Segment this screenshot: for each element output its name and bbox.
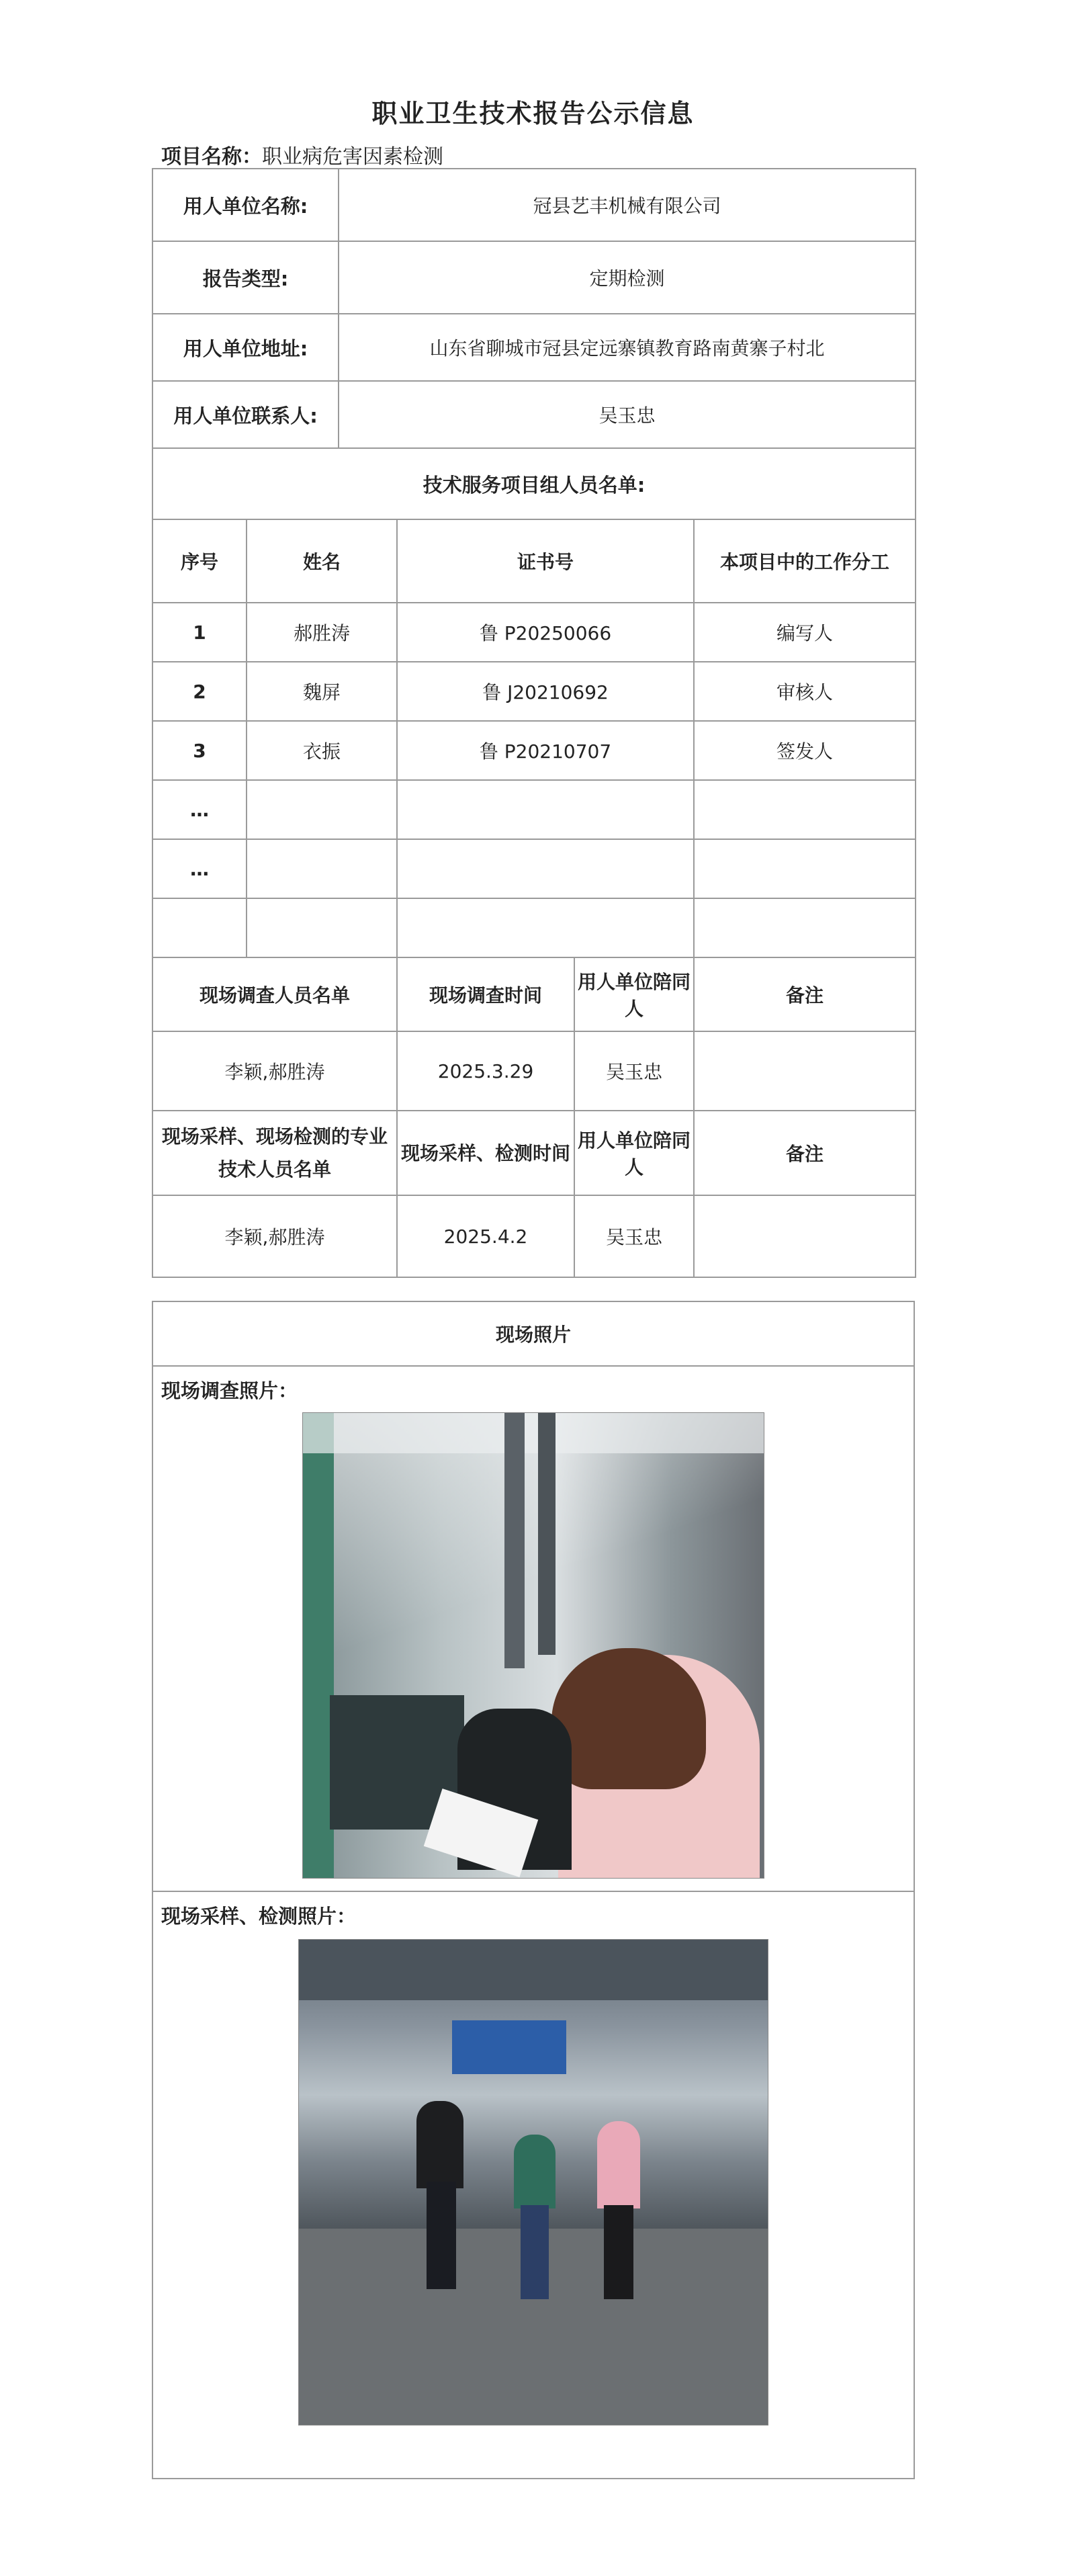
column-header: 序号 — [152, 519, 247, 603]
column-header: 现场调查人员名单 — [152, 957, 397, 1031]
project-name-label: 项目名称： — [161, 145, 262, 169]
team-cell: 签发人 — [694, 721, 916, 780]
survey-cell: 李颖,郝胜涛 — [152, 1031, 397, 1111]
sampling-photo-caption: 现场采样、检测照片： — [152, 1891, 914, 2479]
column-header: 现场采样、现场检测的专业技术人员名单 — [152, 1111, 397, 1195]
table-row — [152, 662, 916, 721]
team-cell — [247, 780, 397, 839]
survey-cell: 2025.3.29 — [397, 1031, 574, 1111]
survey-cell: 吴玉忠 — [574, 1031, 694, 1111]
column-header: 本项目中的工作分工 — [694, 519, 916, 603]
table-row — [152, 721, 916, 780]
team-cell: 编写人 — [694, 603, 916, 662]
team-cell: 2 — [152, 662, 247, 721]
team-cell: 衣振 — [247, 721, 397, 780]
project-name-value: 职业病危害因素检测 — [262, 145, 443, 169]
sampling-row — [152, 1195, 916, 1277]
photos-heading-row — [152, 1301, 914, 1366]
team-cell — [397, 780, 694, 839]
team-cell — [694, 780, 916, 839]
team-cell: 郝胜涛 — [247, 603, 397, 662]
team-cell — [694, 898, 916, 957]
team-header-row — [152, 519, 916, 603]
team-cell — [247, 839, 397, 898]
info-label: 报告类型: — [152, 241, 339, 314]
team-cell: 鲁 P20250066 — [397, 603, 694, 662]
survey-cell — [694, 1031, 916, 1111]
team-cell: … — [152, 780, 247, 839]
project-name — [161, 140, 443, 169]
sampling-cell: 李颖,郝胜涛 — [152, 1195, 397, 1277]
team-heading-row — [152, 448, 916, 519]
sampling-cell — [694, 1195, 916, 1277]
team-cell — [247, 898, 397, 957]
column-header: 现场采样、检测时间 — [397, 1111, 574, 1195]
column-header: 备注 — [694, 1111, 916, 1195]
info-row-company — [152, 169, 916, 241]
photos-heading: 现场照片 — [152, 1301, 914, 1366]
info-value: 山东省聊城市冠县定远寨镇教育路南黄寨子村北 — [339, 314, 916, 381]
info-value: 吴玉忠 — [339, 381, 916, 448]
team-cell: 审核人 — [694, 662, 916, 721]
info-row-address — [152, 314, 916, 381]
info-label: 用人单位地址: — [152, 314, 339, 381]
team-cell: 3 — [152, 721, 247, 780]
team-cell: 魏屏 — [247, 662, 397, 721]
table-row — [152, 603, 916, 662]
team-cell — [152, 898, 247, 957]
survey-row — [152, 1031, 916, 1111]
team-cell: … — [152, 839, 247, 898]
table-row — [152, 839, 916, 898]
team-heading: 技术服务项目组人员名单: — [152, 448, 916, 519]
survey-photo-caption: 现场调查照片： — [152, 1366, 914, 1891]
column-header: 用人单位陪同人 — [574, 957, 694, 1031]
team-cell — [397, 839, 694, 898]
sampling-cell: 2025.4.2 — [397, 1195, 574, 1277]
info-value: 定期检测 — [339, 241, 916, 314]
sampling-header-row — [152, 1111, 916, 1195]
team-cell: 1 — [152, 603, 247, 662]
column-header: 证书号 — [397, 519, 694, 603]
column-header: 用人单位陪同人 — [574, 1111, 694, 1195]
team-cell: 鲁 J20210692 — [397, 662, 694, 721]
info-row-report-type — [152, 241, 916, 314]
team-cell — [694, 839, 916, 898]
info-label: 用人单位联系人: — [152, 381, 339, 448]
info-value: 冠县艺丰机械有限公司 — [339, 169, 916, 241]
table-row — [152, 898, 916, 957]
column-header: 备注 — [694, 957, 916, 1031]
page-title: 职业卫生技术报告公示信息 — [371, 99, 695, 128]
survey-photo — [302, 1412, 764, 1879]
team-cell — [397, 898, 694, 957]
info-row-contact — [152, 381, 916, 448]
report-info-table — [152, 168, 916, 1278]
team-cell: 鲁 P20210707 — [397, 721, 694, 780]
column-header: 现场调查时间 — [397, 957, 574, 1031]
info-label: 用人单位名称: — [152, 169, 339, 241]
survey-header-row — [152, 957, 916, 1031]
sampling-cell: 吴玉忠 — [574, 1195, 694, 1277]
table-row — [152, 780, 916, 839]
column-header: 姓名 — [247, 519, 397, 603]
sampling-photo — [298, 1939, 768, 2425]
